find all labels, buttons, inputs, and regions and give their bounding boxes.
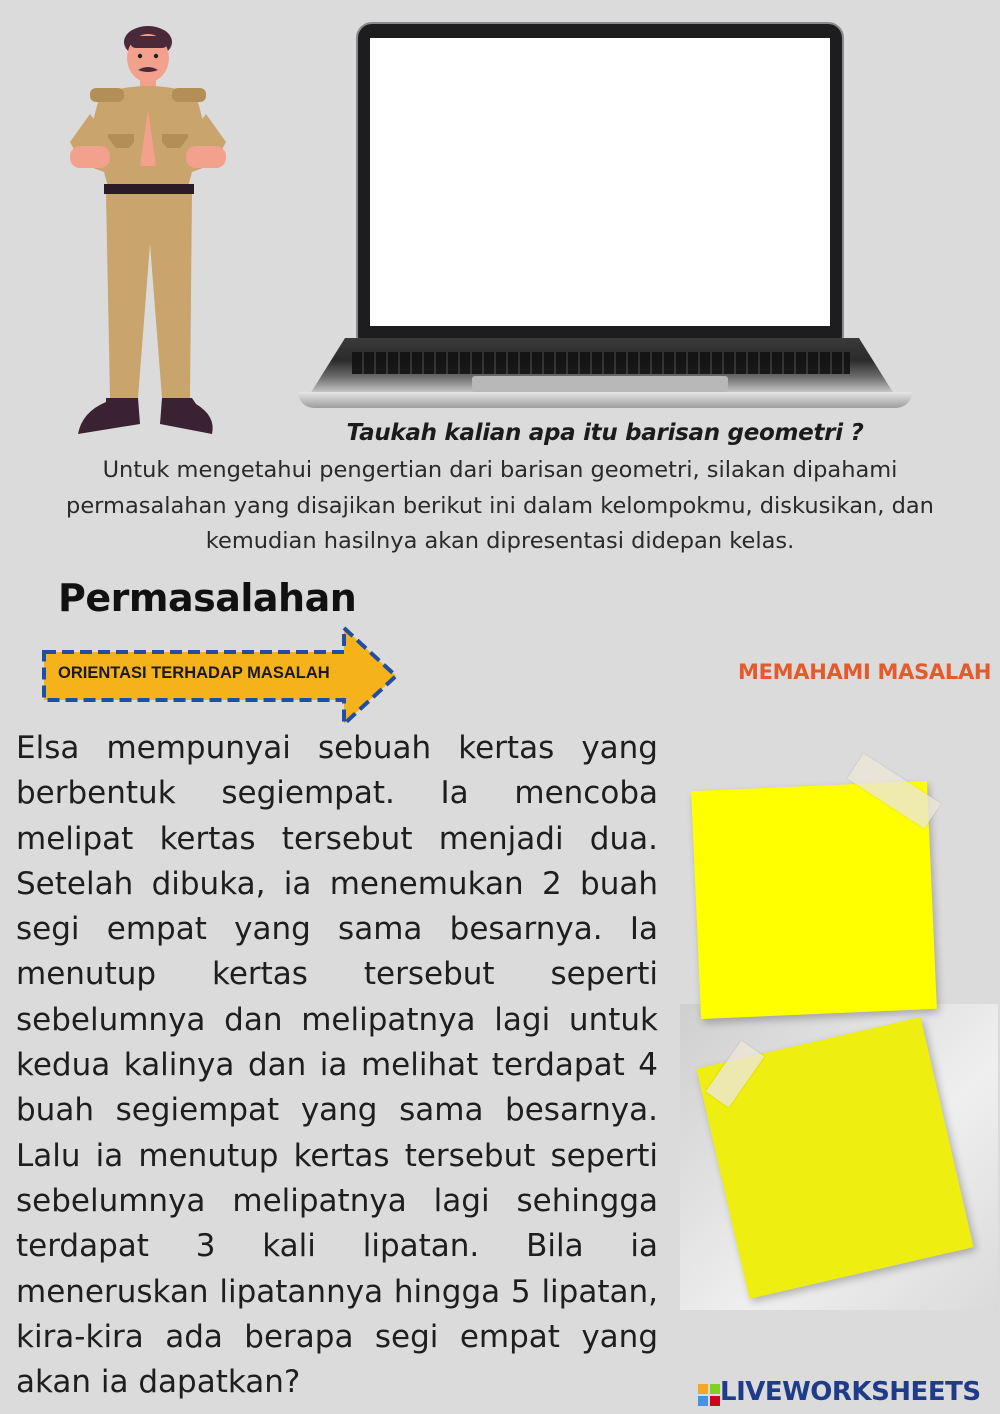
teacher-illustration — [60, 14, 240, 442]
laptop-base — [298, 392, 912, 408]
problem-text: Elsa mempunyai sebuah kertas yang berbentuk segiempat. Ia mencoba melipat kertas tersebut menjadi dua. Setelah dibuka, ia menemukan 2 buah segi empat yang sama besarnya. Ia menutup kertas tersebut seperti sebelumnya dan melipatnya lagi untuk kedua kalinya dan ia melihat terdapat 4 buah segiempat yang sama besarnya. Lalu ia menutup kertas tersebut seperti sebelumnya melipatnya lagi sehingga terdapat 3 kali lipatan. Bila ia meneruskan lipatannya hingga 5 lipatan, kira-kira ada berapa segi empat yang akan ia dapatkan? — [16, 730, 658, 1401]
liveworksheets-logo-text: LIVEWORKSHEETS — [720, 1377, 981, 1407]
liveworksheets-logo-icon — [698, 1384, 720, 1406]
laptop-trackpad — [472, 376, 728, 392]
laptop-keyboard — [352, 352, 850, 374]
intro-question: Taukah kalian apa itu barisan geometri ? — [346, 420, 864, 446]
laptop-screen — [370, 38, 830, 326]
arrow-banner-label: ORIENTASI TERHADAP MASALAH — [58, 664, 330, 682]
sticky-note-top — [691, 781, 937, 1019]
intro-paragraph: Untuk mengetahui pengertian dari barisan geometri, silakan dipahami permasalahan yang disajikan berikut ini dalam kelompokmu, diskusikan, dan kemudian hasilnya akan dipresentasi didepan kelas. — [66, 457, 934, 554]
section-title: Permasalahan — [58, 576, 357, 620]
understand-problem-label: MEMAHAMI MASALAH — [738, 660, 992, 684]
